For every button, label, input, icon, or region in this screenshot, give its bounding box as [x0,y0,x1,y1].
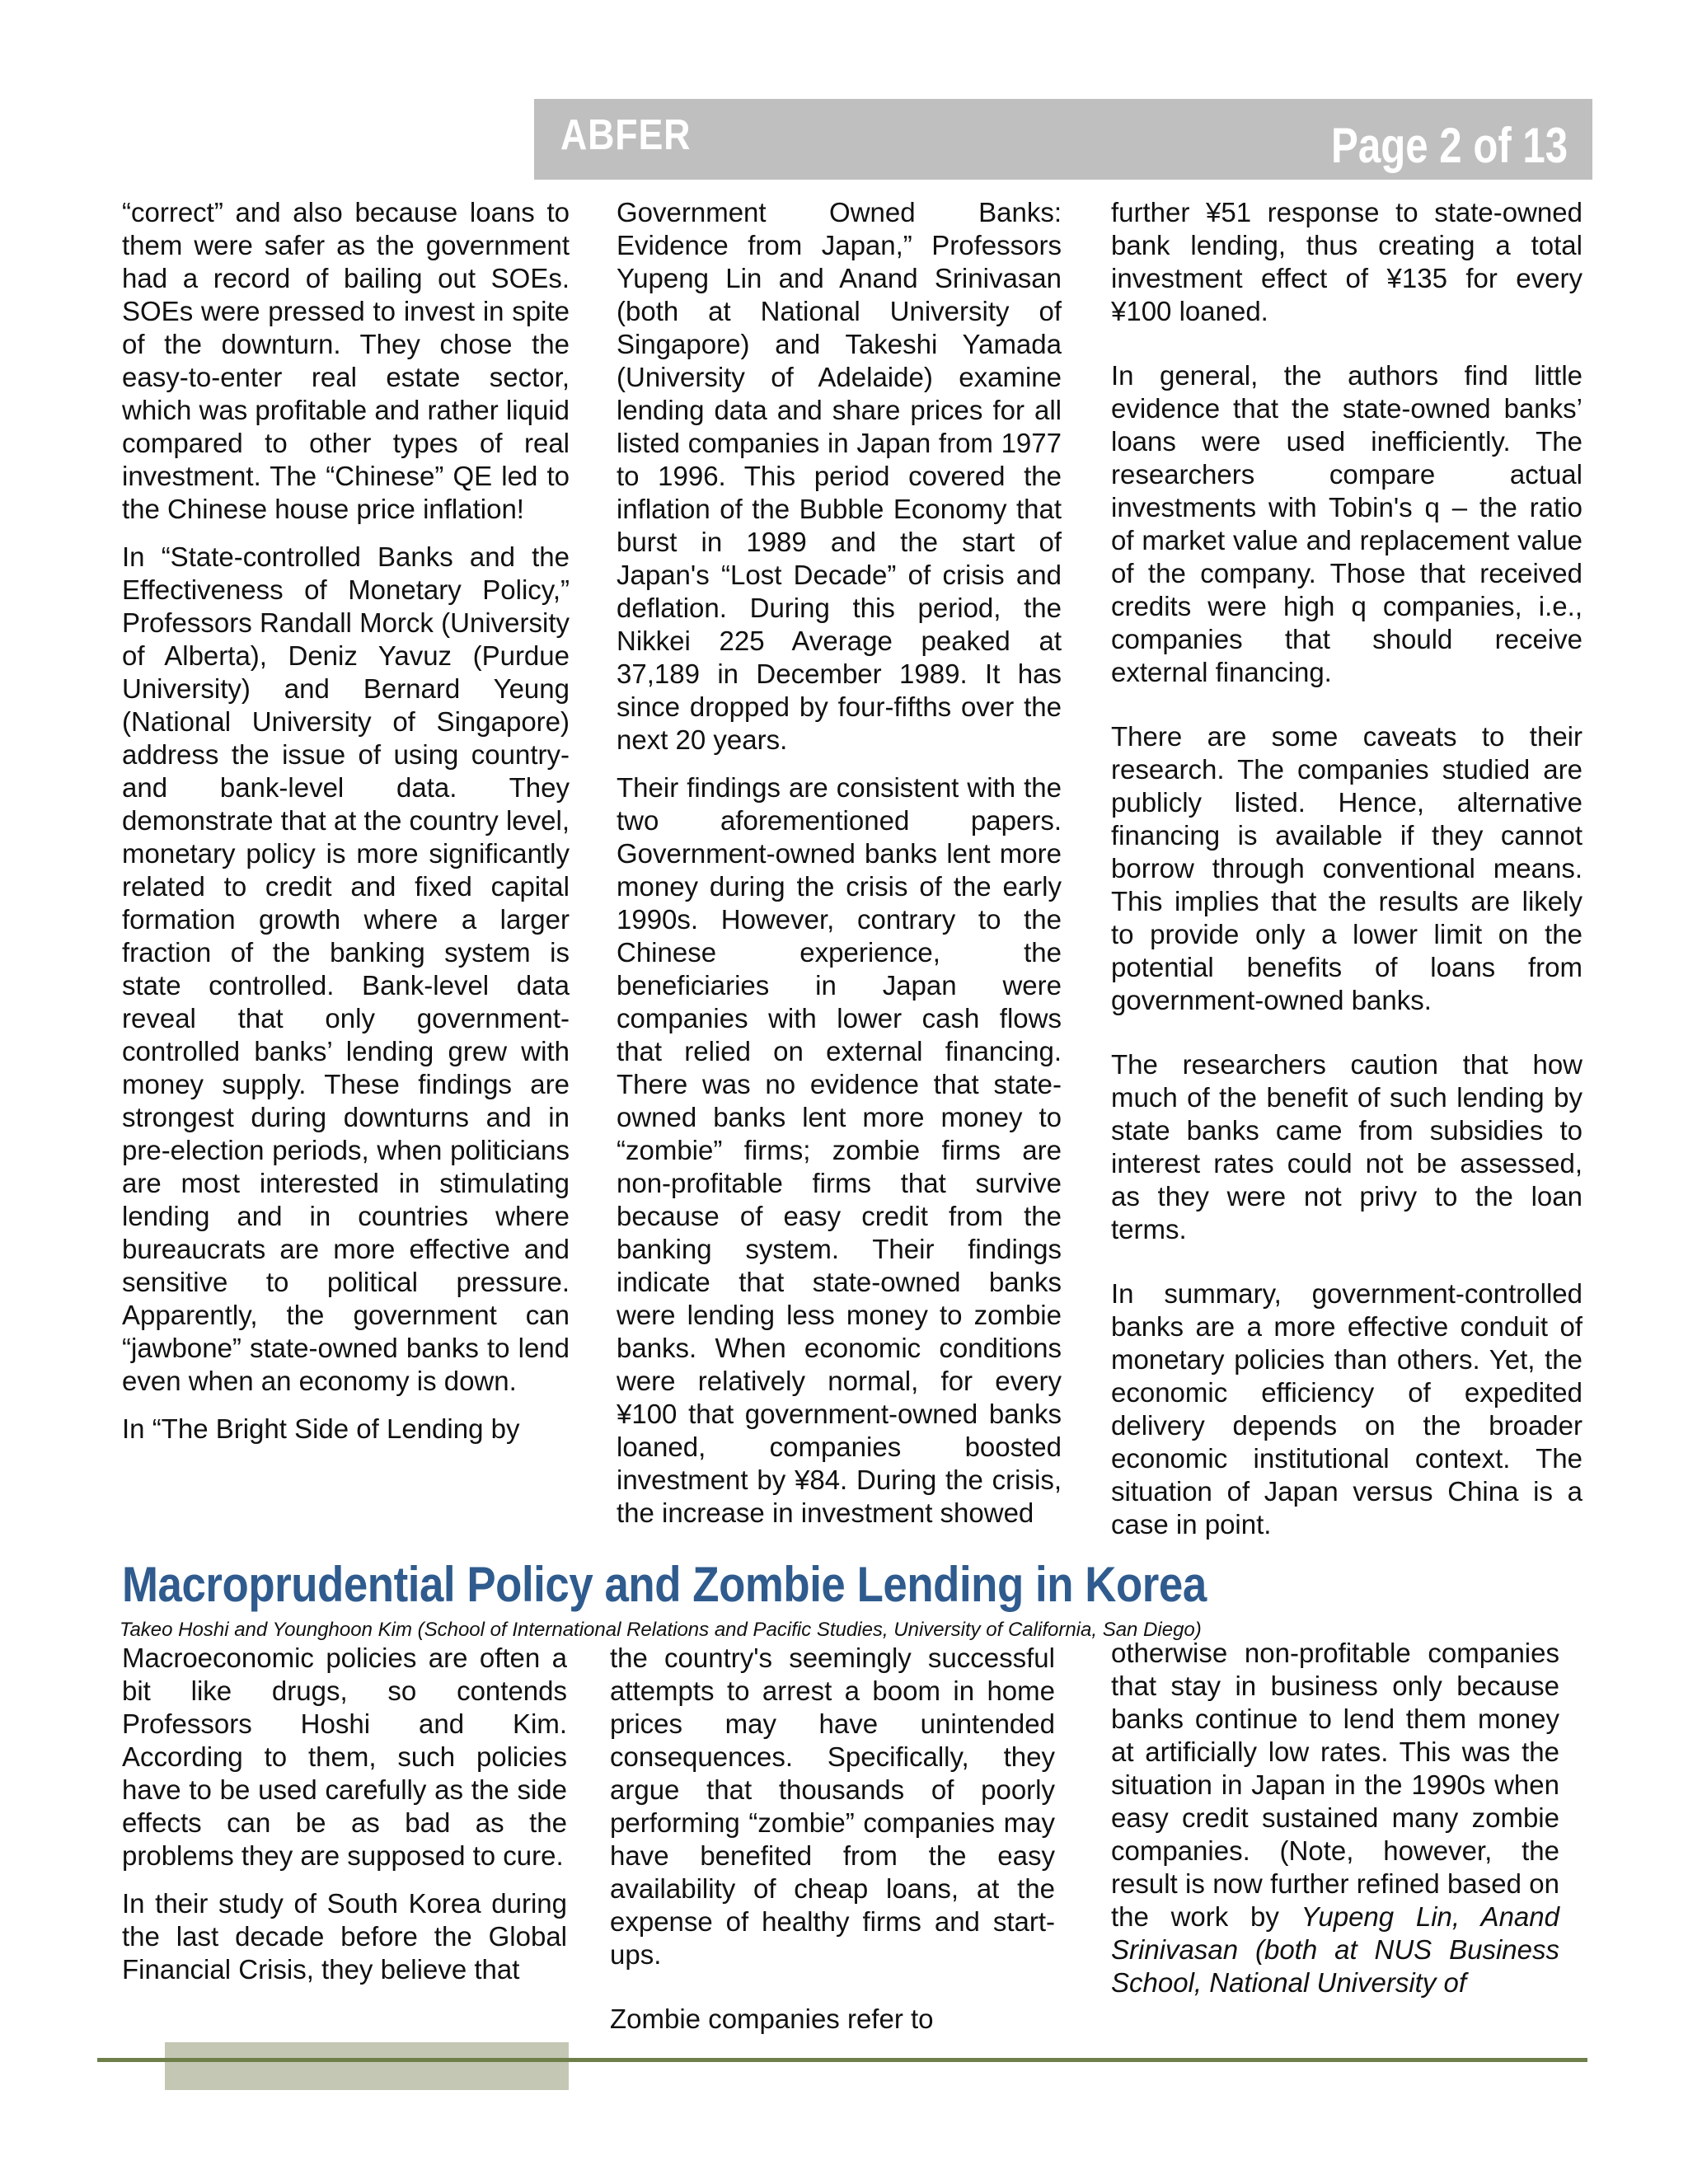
paragraph: There are some caveats to their research. The companies studied are publicly listed. Hence, alternative financing is available if they cannot borrow through conventional means. This implies that the results are likely to provide only a lower limit on the potential benefits of loans from government-owned banks. [1111,721,1582,1015]
article-authors: Takeo Hoshi and Younghoon Kim (School of International Relations and Pacific Studies, University of California, San Diego) [120,1619,1202,1641]
paragraph: In general, the authors find little evidence that the state-owned banks’ loans were used inefficiently. The researchers compare actual investments with Tobin's q – the ratio of market value and replacement value of the company. Those that received credits were high q companies, i.e., companies that should receive external financing. [1111,360,1582,687]
article2-column-2 [610,1642,1055,2050]
paragraph: “correct” and also because loans to them were safer as the government had a record of bailing out SOEs. SOEs were pressed to invest in spite of the downturn. They chose the easy-to-enter real estate sector, which was profitable and rather liquid compared to other types of real investment. The “Chinese” QE led to the Chinese house price inflation! [122,197,570,524]
footer-block [165,2042,569,2090]
paragraph: The researchers caution that how much of the benefit of such lending by state banks came from subsidies to interest rates could not be assessed, as they were not privy to the loan terms. [1111,1049,1582,1244]
article2-column-1 [122,1642,567,2001]
paragraph-italic-text: Yupeng Lin, Anand Srinivasan (both at NUS Business School, National University of [1111,1901,1559,1998]
article1-column-3 [1111,196,1582,1572]
paragraph: the country's seemingly successful attempts to arrest a boom in home prices may have unintended consequences. Specifically, they argue that thousands of poorly performing “zombie” companies may have benefited from the easy availability of cheap loans, at the expense of healthy firms and start-ups. [610,1643,1055,1970]
paragraph: further ¥51 response to state-owned bank lending, thus creating a total investment effect of ¥135 for every ¥100 loaned. [1111,197,1582,326]
paragraph: Zombie companies refer to [610,2004,934,2034]
paragraph: In “The Bright Side of Lending by [122,1413,520,1444]
footer-rule [97,2058,1587,2062]
paragraph: Macroeconomic policies are often a bit like drugs, so contends Professors Hoshi and Kim. According to them, such policies have to be used carefully as the side effects can be as bad as the problems they are supposed to cure. [122,1643,567,1871]
article2-column-3 [1111,1637,1559,2014]
paragraph: In summary, government-controlled banks are a more effective conduit of monetary policies than others. Yet, the economic efficiency of expedited delivery depends on the broader economic institutional context. The situation of Japan versus China is a case in point. [1111,1278,1582,1540]
paragraph-text: otherwise non-profitable companies that stay in business only because banks continue to lend them money at artificially low rates. This was the situation in Japan in the 1990s when easy credit sustained many zombie companies. (Note, however, the result is now further refined based on the work by [1111,1638,1559,1932]
article1-column-1 [122,196,570,1460]
paragraph: In “State-controlled Banks and the Effectiveness of Monetary Policy,” Professors Randall Morck (University of Alberta), Deniz Yavuz (Purdue University) and Bernard Yeung (National University of Singapore) address the issue of using country- and bank-level data. They demonstrate that at the country level, monetary policy is more significantly related to credit and fixed capital formation growth where a larger fraction of the banking system is state controlled. Bank-level data reveal that only government-controlled banks’ lending grew with money supply. These findings are strongest during downturns and in pre-election periods, when politicians are most interested in stimulating lending and in countries where bureaucrats are more effective and sensitive to political pressure. Apparently, the government can “jawbone” state-owned banks to lend even when an economy is down. [122,541,570,1396]
paragraph: In their study of South Korea during the last decade before the Global Financial Crisis, they believe that [122,1888,567,1985]
page-header-bar [534,99,1592,180]
article-title: Macroprudential Policy and Zombie Lending in Korea [122,1557,1207,1612]
paragraph: Government Owned Banks: Evidence from Japan,” Professors Yupeng Lin and Anand Srinivasan (both at National University of Singapore) and Takeshi Yamada (University of Adelaide) examine lending data and share prices for all listed companies in Japan from 1977 to 1996. This period covered the inflation of the Bubble Economy that burst in 1989 and the start of Japan's “Lost Decade” of crisis and deflation. During this period, the Nikkei 225 Average peaked at 37,189 in December 1989. It has since dropped by four-fifths over the next 20 years. [617,197,1062,755]
article1-column-2 [617,196,1062,1544]
paragraph [1111,1637,1559,1999]
paragraph: Their findings are consistent with the two aforementioned papers. Government-owned banks lent more money during the crisis of the early 1990s. However, contrary to the Chinese experience, the beneficiaries in Japan were companies with lower cash flows that relied on external financing. There was no evidence that state-owned banks lent more money to “zombie” firms; zombie firms are non-profitable firms that survive because of easy credit from the banking system. Their findings indicate that state-owned banks were lending less money to zombie banks. When economic conditions were relatively normal, for every ¥100 that government-owned banks loaned, companies boosted investment by ¥84. During the crisis, the increase in investment showed [617,772,1062,1528]
header-page-number: Page 2 of 13 [1330,118,1568,173]
header-org-name: ABFER [560,111,692,159]
